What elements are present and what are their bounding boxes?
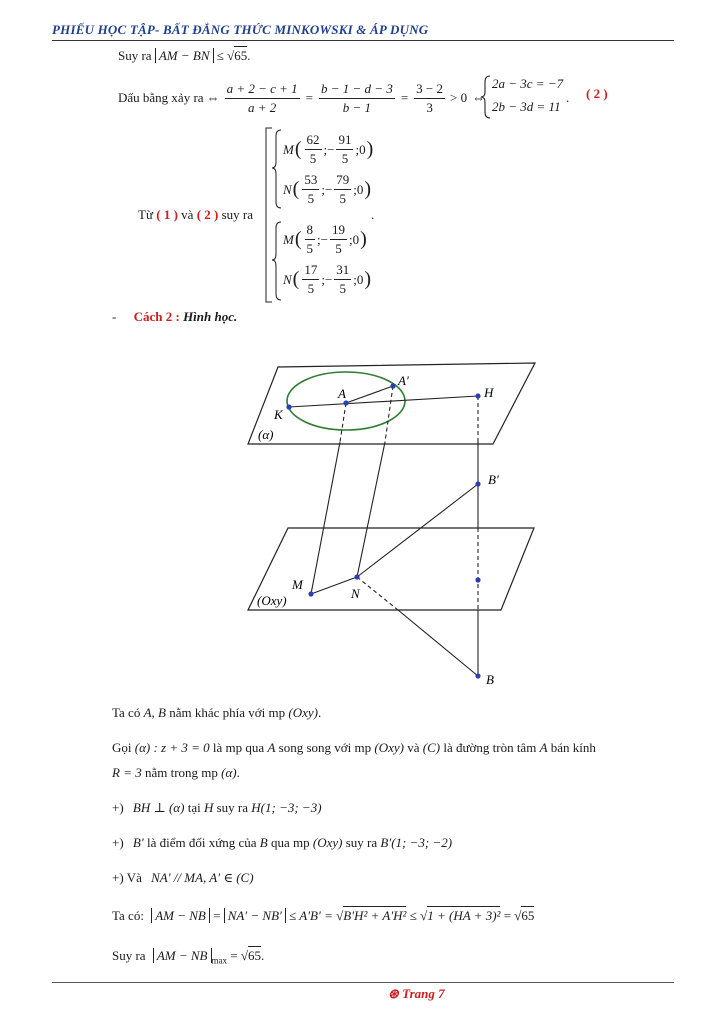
denominator: b − 1 [342, 99, 372, 115]
label-alpha: (α) [258, 427, 274, 442]
x-fraction [302, 172, 319, 207]
max-subscript: max [211, 955, 227, 966]
fraction-1 [225, 81, 300, 116]
sqrt-65: 65 [521, 908, 535, 923]
point-name: M [283, 231, 294, 247]
system-eq-1: 2a − 3c = −7 [492, 76, 564, 91]
math: (α) : z + 3 = 0 [134, 740, 210, 755]
math: (C) [422, 740, 441, 755]
numerator: b − 1 − d − 3 [319, 81, 395, 99]
numerator: 62 [305, 132, 322, 150]
point-b [475, 673, 480, 678]
plane-alpha [248, 363, 535, 444]
para-inequality-chain: Ta có: AM − NB = NA′ − NB′ ≤ A′B′ = √B′H² + A′H² ≤ √1 + (HA + 3)² = √65 [112, 908, 535, 923]
point-foot-oxy [475, 577, 480, 582]
segment-kh [289, 396, 478, 407]
le-sign: ≤ [409, 908, 417, 923]
footer-rule [52, 982, 674, 983]
text: suy ra [345, 835, 378, 850]
x-fraction [305, 222, 316, 257]
para-a-b-opposite-sides [112, 705, 321, 721]
text: Từ [138, 207, 153, 222]
para-b-prime-symmetric [112, 835, 452, 851]
point-m [308, 591, 313, 596]
math: H [203, 800, 214, 815]
text: bán kính [550, 740, 596, 755]
bullet: +) [112, 835, 124, 850]
label-k: K [274, 407, 283, 422]
period: . [566, 90, 570, 105]
point-h [475, 393, 480, 398]
period: . [371, 207, 375, 222]
numerator: 8 [305, 222, 316, 240]
math: B [259, 835, 268, 850]
system-eq-2: 2b − 3d = 11 [492, 99, 561, 114]
label-oxy: (Oxy) [257, 593, 287, 608]
math: (Oxy) [288, 705, 318, 720]
text: là đường tròn tâm [443, 740, 537, 755]
math: (α) [221, 765, 237, 780]
label-a-prime: A′ [398, 373, 409, 388]
abs-expression: AM − NB [151, 908, 210, 923]
numerator: 31 [334, 262, 351, 280]
denominator: a + 2 [247, 99, 277, 115]
math: (Oxy) [374, 740, 404, 755]
page-number: ⊛ Trang 7 [388, 986, 445, 1001]
sqrt-65: 65 [247, 948, 261, 963]
numerator: a + 2 − c + 1 [225, 81, 300, 99]
text: Ta có [112, 705, 141, 720]
fraction-3 [414, 81, 445, 116]
denominator: 5 [307, 191, 315, 206]
segment-nb [398, 610, 478, 676]
system-brace [480, 74, 492, 120]
numerator: 19 [330, 222, 347, 240]
label-b: B [486, 672, 494, 687]
math: BH ⊥ (α) [132, 800, 185, 815]
y-fraction [330, 222, 347, 257]
label-h: H [484, 385, 494, 400]
point-name: N [283, 271, 292, 287]
fraction-2 [319, 81, 395, 116]
math: NA′ // MA, A′ ∈ (C) [151, 870, 254, 885]
math: A [539, 740, 548, 755]
gt-zero: > 0 [450, 90, 468, 105]
segment-am-hidden [340, 403, 346, 442]
sqrt-65: 65 [234, 48, 248, 63]
solution-point: N ( $\frac{53}{5}$ ;− $\frac{79}{5}$ ; 0 ) [283, 172, 372, 206]
label-a: A [338, 386, 346, 401]
point-a-prime [390, 383, 395, 388]
text: suy ra [216, 800, 249, 815]
segment-a-prime-n [357, 442, 385, 577]
header-rule [52, 40, 674, 41]
math: ≤ A′B′ = [289, 908, 333, 923]
y-fraction [336, 132, 353, 167]
para-na-prime-parallel [112, 870, 254, 886]
denominator: 5 [307, 281, 315, 296]
denominator: 5 [335, 241, 342, 256]
label-b-prime: B′ [488, 472, 499, 487]
iff-symbol: ⇔ [206, 90, 220, 105]
abs-expression: AM − NB [153, 948, 212, 963]
text: tại [187, 800, 201, 815]
label-n: N [351, 586, 360, 601]
segment-nb-hidden [357, 577, 398, 610]
para-bh-perpendicular [112, 800, 322, 816]
segment-a-prime-n-hidden [385, 386, 393, 442]
method-2-heading [112, 309, 237, 325]
para-define-alpha [112, 740, 596, 756]
period: . [260, 948, 265, 963]
y-fraction [334, 172, 351, 207]
segment-nb-prime [357, 484, 478, 577]
math: A, B [143, 705, 166, 720]
text: Gọi [112, 740, 132, 755]
point-a [343, 400, 348, 405]
period: . [317, 705, 322, 720]
text: Suy ra [118, 48, 152, 63]
ref-1: ( 1 ) [156, 207, 178, 222]
bullet: +) [112, 800, 124, 815]
sqrt-expression: 1 + (HA + 3)² [427, 908, 501, 923]
denominator: 5 [341, 151, 349, 166]
method-label: Cách 2 : [133, 309, 180, 324]
numerator: 3 − 2 [414, 81, 445, 99]
x-fraction [305, 132, 322, 167]
sqrt-expression: B′H² + A′H² [343, 908, 407, 923]
math: B′(1; −3; −2) [380, 835, 453, 850]
text: Ta có: [112, 908, 144, 923]
line-suy-ra-1: Suy ra AM − BN ≤ √65. [118, 48, 251, 63]
equals: = [503, 908, 512, 923]
numerator: 17 [302, 262, 319, 280]
plane-oxy [248, 528, 534, 610]
denominator: 5 [306, 241, 314, 256]
denominator: 5 [339, 191, 347, 206]
z-value: 0 [356, 271, 364, 287]
point-b-prime [475, 481, 480, 486]
equation-tag-2: ( 2 ) [586, 86, 608, 101]
segment-am [311, 442, 340, 594]
point-name: M [283, 141, 294, 157]
denominator: 5 [309, 151, 317, 166]
point-name: N [283, 181, 292, 197]
point-k [286, 404, 291, 409]
solution-point: M ( $\frac{8}{5}$ ;− $\frac{19}{5}$ ; 0 ) [283, 222, 367, 256]
iff-symbol: ⇔ [472, 90, 486, 105]
text: và [407, 740, 420, 755]
line-from-1-and-2 [138, 207, 253, 223]
z-value: 0 [356, 181, 364, 197]
denominator: 3 [426, 99, 433, 115]
math: R = 3 [112, 765, 142, 780]
text: +) Và [112, 870, 142, 885]
math: B′ [132, 835, 144, 850]
numerator: 91 [336, 132, 353, 150]
z-value: 0 [352, 231, 360, 247]
math: H(1; −3; −3) [251, 800, 322, 815]
numerator: 53 [302, 172, 319, 190]
z-value: 0 [359, 141, 366, 157]
math: A [267, 740, 276, 755]
abs-expression: AM − BN [155, 48, 214, 63]
text: và [181, 207, 194, 222]
text: qua mp [271, 835, 310, 850]
period: . [236, 765, 240, 780]
text: Suy ra [112, 948, 146, 963]
math: (Oxy) [312, 835, 343, 850]
period: . [247, 48, 251, 63]
numerator: 79 [334, 172, 351, 190]
text: là mp qua [212, 740, 265, 755]
page-header-title: PHIẾU HỌC TẬP- BẤT ĐẲNG THỨC MINKOWSKI & ÁP DỤNG [52, 22, 429, 37]
para-conclusion: Suy ra AM − NB $_{max}$ = √65. [112, 948, 265, 966]
text: nằm khác phía với mp [169, 705, 286, 720]
label-m: M [292, 577, 303, 592]
point-n [354, 574, 359, 579]
text: Dấu bằng xảy ra [118, 90, 204, 105]
para-radius [112, 765, 240, 781]
geometry-figure [230, 350, 550, 695]
equals: = [213, 908, 221, 923]
le-sign: ≤ [216, 48, 224, 63]
ref-2: ( 2 ) [196, 207, 219, 222]
abs-expression: NA′ − NB′ [224, 908, 286, 923]
text: nằm trong mp [144, 765, 218, 780]
equals: = [230, 948, 238, 963]
solution-point: N ( $\frac{17}{5}$ ;− $\frac{31}{5}$ ; 0 ) [283, 262, 372, 296]
bullet-dash: - [112, 309, 117, 324]
text: là điểm đối xứng của [146, 835, 257, 850]
text: suy ra [221, 207, 254, 222]
solution-point: M ( $\frac{62}{5}$ ;− $\frac{91}{5}$ ; 0 ) [283, 132, 374, 166]
text: song song với mp [278, 740, 372, 755]
segment-aa-prime [346, 386, 393, 403]
y-fraction [334, 262, 351, 297]
line-equality-condition: Dấu bằng xảy ra ⇔ $\frac{a + 2 - c + 1}{a + 2}$ = $\frac{b - 1 - d - 3}{b - 1}$ = $\frac{3 - 2}{3}$ > 0 ⇔ [118, 80, 486, 115]
method-title: Hình học. [183, 309, 238, 324]
solution-bracket [263, 126, 283, 304]
denominator: 5 [339, 281, 347, 296]
x-fraction [302, 262, 319, 297]
